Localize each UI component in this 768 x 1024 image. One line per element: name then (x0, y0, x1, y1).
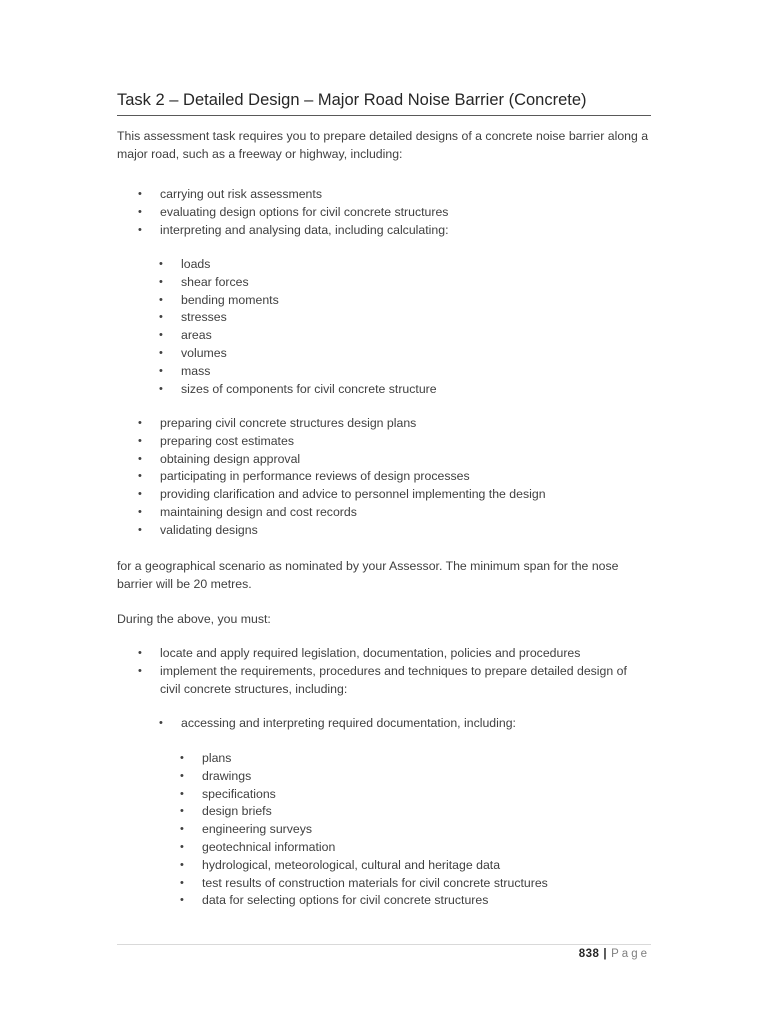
bullet-icon: • (138, 223, 142, 236)
list-item: • preparing cost estimates (138, 433, 546, 451)
page-label: Page (611, 948, 650, 960)
list-item: • accessing and interpreting required documentation, including: (159, 715, 516, 733)
bullet-icon: • (180, 805, 184, 818)
page-title: Task 2 – Detailed Design – Major Road Noise Barrier (Concrete) (117, 88, 651, 116)
list-item: • maintaining design and cost records (138, 504, 546, 522)
bullet-icon: • (138, 647, 142, 659)
bullet-icon: • (138, 434, 142, 447)
list-item: • engineering surveys (180, 821, 548, 839)
list-item: • hydrological, meteorological, cultural and heritage data (180, 857, 548, 875)
list-item: • plans (180, 750, 548, 768)
list-item: • validating designs (138, 522, 546, 540)
requirements-list (138, 645, 638, 698)
footer-divider (117, 944, 651, 945)
list-item: • bending moments (159, 292, 437, 310)
bullet-icon: • (138, 488, 142, 501)
list-item: • areas (159, 327, 437, 345)
bullet-icon: • (159, 258, 163, 270)
list-item: • interpreting and analysing data, including calculating: (138, 222, 449, 240)
bullet-icon: • (159, 311, 163, 324)
list-item: • specifications (180, 786, 548, 804)
bullet-icon: • (180, 894, 184, 907)
list-item: • mass (159, 363, 437, 381)
during-paragraph: During the above, you must: (117, 612, 271, 626)
list-item: • participating in performance reviews of design processes (138, 468, 546, 486)
bullet-icon: • (138, 523, 142, 536)
bullet-icon: • (138, 470, 142, 483)
bullet-icon: • (138, 452, 142, 465)
documentation-sublist (159, 715, 516, 733)
list-item: • obtaining design approval (138, 451, 546, 469)
bullet-icon: • (159, 275, 163, 288)
bullet-icon: • (138, 417, 142, 429)
list-item: • stresses (159, 309, 437, 327)
list-item: • geotechnical information (180, 839, 548, 857)
bullet-icon: • (159, 346, 163, 359)
bullet-icon: • (138, 205, 142, 218)
bullet-icon: • (180, 752, 184, 764)
list-item: • test results of construction materials for civil concrete structures (180, 875, 548, 893)
list-item: • loads (159, 256, 437, 274)
list-item: • implement the requirements, procedures and techniques to prepare detailed design of civil concrete structures, including: (138, 663, 627, 696)
bullet-icon: • (180, 787, 184, 800)
intro-paragraph: This assessment task requires you to prepare detailed designs of a concrete noise barrier along a major road, such as a freeway or highway, including: (117, 129, 649, 161)
list-item: • carrying out risk assessments (138, 186, 449, 204)
list-item: • data for selecting options for civil concrete structures (180, 892, 548, 910)
bullet-icon: • (159, 293, 163, 306)
list-item: • drawings (180, 768, 548, 786)
page-footer (579, 948, 650, 960)
list-item: • shear forces (159, 274, 437, 292)
task-list-continued (138, 415, 546, 540)
list-item: • evaluating design options for civil concrete structures (138, 204, 449, 222)
bullet-icon: • (180, 769, 184, 782)
calculation-sublist (159, 256, 437, 398)
bullet-icon: • (180, 858, 184, 871)
scenario-paragraph: for a geographical scenario as nominated by your Assessor. The minimum span for the nose barrier will be 20 metres. (117, 559, 619, 591)
bullet-icon: • (180, 823, 184, 836)
list-item: • providing clarification and advice to personnel implementing the design (138, 486, 546, 504)
list-item: • design briefs (180, 803, 548, 821)
page-number: 838 (578, 948, 600, 960)
bullet-icon: • (159, 717, 163, 729)
documentation-items-list (180, 750, 548, 910)
bullet-icon: • (138, 505, 142, 518)
bullet-icon: • (159, 364, 163, 377)
list-item: • volumes (159, 345, 437, 363)
bullet-icon: • (180, 840, 184, 853)
task-list (138, 186, 449, 239)
footer-separator: | (603, 948, 608, 960)
list-item: • sizes of components for civil concrete structure (159, 381, 437, 399)
bullet-icon: • (138, 188, 142, 200)
bullet-icon: • (138, 664, 142, 677)
bullet-icon: • (180, 876, 184, 889)
list-item: • preparing civil concrete structures design plans (138, 415, 546, 433)
bullet-icon: • (159, 329, 163, 342)
bullet-icon: • (159, 382, 163, 395)
list-item: • locate and apply required legislation, documentation, policies and procedures (138, 645, 638, 663)
